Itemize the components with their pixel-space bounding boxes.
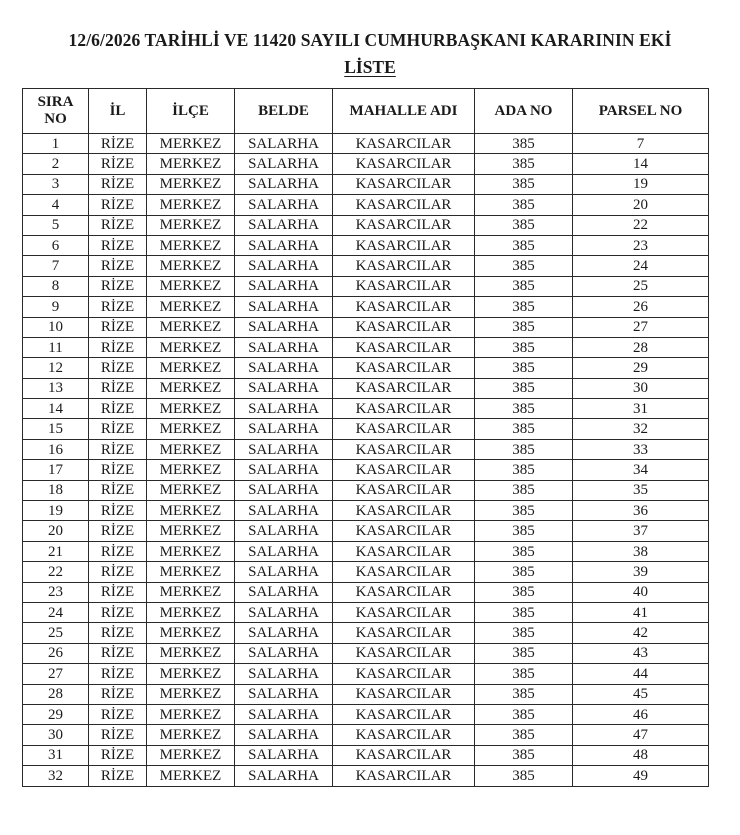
cell-belde: SALARHA [235, 399, 333, 419]
header-ilce: İLÇE [147, 89, 235, 134]
table-row [23, 643, 709, 663]
cell-parsel-no: 42 [573, 623, 709, 643]
cell-ada-no: 385 [475, 725, 573, 745]
cell-belde: SALARHA [235, 602, 333, 622]
cell-sira-no: 5 [23, 215, 89, 235]
cell-belde: SALARHA [235, 521, 333, 541]
cell-belde: SALARHA [235, 684, 333, 704]
cell-sira-no: 22 [23, 562, 89, 582]
cell-il: RİZE [89, 276, 147, 296]
cell-mahalle-adi: KASARCILAR [333, 664, 475, 684]
cell-ilce: MERKEZ [147, 664, 235, 684]
document-title: 12/6/2026 TARİHLİ VE 11420 SAYILI CUMHURBAŞKANI KARARININ EKİ [68, 30, 672, 50]
cell-il: RİZE [89, 745, 147, 765]
cell-ada-no: 385 [475, 664, 573, 684]
cell-belde: SALARHA [235, 297, 333, 317]
cell-belde: SALARHA [235, 704, 333, 724]
cell-il: RİZE [89, 399, 147, 419]
cell-ada-no: 385 [475, 195, 573, 215]
cell-belde: SALARHA [235, 378, 333, 398]
cell-il: RİZE [89, 664, 147, 684]
cell-belde: SALARHA [235, 745, 333, 765]
cell-belde: SALARHA [235, 174, 333, 194]
header-mahalle-adi: MAHALLE ADI [333, 89, 475, 134]
cell-ilce: MERKEZ [147, 501, 235, 521]
cell-sira-no: 1 [23, 134, 89, 154]
cell-parsel-no: 24 [573, 256, 709, 276]
cell-belde: SALARHA [235, 195, 333, 215]
cell-ada-no: 385 [475, 501, 573, 521]
cell-il: RİZE [89, 256, 147, 276]
cell-belde: SALARHA [235, 480, 333, 500]
cell-ada-no: 385 [475, 684, 573, 704]
cell-ada-no: 385 [475, 602, 573, 622]
cell-il: RİZE [89, 602, 147, 622]
cell-il: RİZE [89, 480, 147, 500]
cell-belde: SALARHA [235, 235, 333, 255]
cell-ada-no: 385 [475, 521, 573, 541]
cell-parsel-no: 40 [573, 582, 709, 602]
cell-sira-no: 25 [23, 623, 89, 643]
cell-parsel-no: 30 [573, 378, 709, 398]
cell-il: RİZE [89, 725, 147, 745]
header-belde: BELDE [235, 89, 333, 134]
cell-ada-no: 385 [475, 582, 573, 602]
cell-ada-no: 385 [475, 643, 573, 663]
cell-belde: SALARHA [235, 766, 333, 786]
cell-belde: SALARHA [235, 460, 333, 480]
cell-belde: SALARHA [235, 215, 333, 235]
cell-belde: SALARHA [235, 664, 333, 684]
header-ada-no: ADA NO [475, 89, 573, 134]
cell-ilce: MERKEZ [147, 134, 235, 154]
cell-mahalle-adi: KASARCILAR [333, 419, 475, 439]
cell-ilce: MERKEZ [147, 337, 235, 357]
cell-mahalle-adi: KASARCILAR [333, 276, 475, 296]
cell-parsel-no: 22 [573, 215, 709, 235]
cell-il: RİZE [89, 235, 147, 255]
cell-belde: SALARHA [235, 725, 333, 745]
cell-il: RİZE [89, 419, 147, 439]
table-header-row [23, 89, 709, 134]
cell-ada-no: 385 [475, 541, 573, 561]
cell-mahalle-adi: KASARCILAR [333, 297, 475, 317]
table-row [23, 766, 709, 786]
table-row [23, 501, 709, 521]
cell-mahalle-adi: KASARCILAR [333, 195, 475, 215]
cell-il: RİZE [89, 521, 147, 541]
cell-ada-no: 385 [475, 337, 573, 357]
cell-ilce: MERKEZ [147, 317, 235, 337]
cell-parsel-no: 29 [573, 358, 709, 378]
cell-il: RİZE [89, 317, 147, 337]
cell-belde: SALARHA [235, 582, 333, 602]
cell-belde: SALARHA [235, 562, 333, 582]
cell-ilce: MERKEZ [147, 562, 235, 582]
cell-sira-no: 7 [23, 256, 89, 276]
cell-parsel-no: 23 [573, 235, 709, 255]
cell-ada-no: 385 [475, 358, 573, 378]
cell-ilce: MERKEZ [147, 521, 235, 541]
cell-mahalle-adi: KASARCILAR [333, 337, 475, 357]
document-subtitle [0, 57, 740, 78]
cell-ada-no: 385 [475, 256, 573, 276]
cell-ada-no: 385 [475, 154, 573, 174]
cell-il: RİZE [89, 154, 147, 174]
cell-belde: SALARHA [235, 623, 333, 643]
cell-il: RİZE [89, 439, 147, 459]
table-row [23, 154, 709, 174]
cell-sira-no: 30 [23, 725, 89, 745]
header-parsel-no: PARSEL NO [573, 89, 709, 134]
cell-sira-no: 9 [23, 297, 89, 317]
cell-ilce: MERKEZ [147, 725, 235, 745]
cell-ilce: MERKEZ [147, 297, 235, 317]
cell-sira-no: 26 [23, 643, 89, 663]
cell-ada-no: 385 [475, 235, 573, 255]
cell-il: RİZE [89, 684, 147, 704]
header-sira-line2: NO [44, 111, 67, 127]
subtitle-text: LİSTE [344, 57, 396, 77]
cell-parsel-no: 44 [573, 664, 709, 684]
cell-sira-no: 18 [23, 480, 89, 500]
cell-ilce: MERKEZ [147, 541, 235, 561]
cell-parsel-no: 35 [573, 480, 709, 500]
cell-mahalle-adi: KASARCILAR [333, 358, 475, 378]
cell-parsel-no: 33 [573, 439, 709, 459]
cell-parsel-no: 20 [573, 195, 709, 215]
cell-mahalle-adi: KASARCILAR [333, 582, 475, 602]
cell-mahalle-adi: KASARCILAR [333, 154, 475, 174]
cell-parsel-no: 45 [573, 684, 709, 704]
cell-sira-no: 27 [23, 664, 89, 684]
cell-parsel-no: 14 [573, 154, 709, 174]
table-row [23, 602, 709, 622]
cell-mahalle-adi: KASARCILAR [333, 541, 475, 561]
cell-il: RİZE [89, 582, 147, 602]
cell-ilce: MERKEZ [147, 439, 235, 459]
cell-ada-no: 385 [475, 215, 573, 235]
cell-ilce: MERKEZ [147, 480, 235, 500]
cell-parsel-no: 7 [573, 134, 709, 154]
cell-ada-no: 385 [475, 419, 573, 439]
cell-ilce: MERKEZ [147, 643, 235, 663]
cell-sira-no: 8 [23, 276, 89, 296]
table-row [23, 174, 709, 194]
header-sira-no [23, 89, 89, 134]
cell-mahalle-adi: KASARCILAR [333, 235, 475, 255]
cell-mahalle-adi: KASARCILAR [333, 399, 475, 419]
cell-ada-no: 385 [475, 480, 573, 500]
cell-parsel-no: 43 [573, 643, 709, 663]
cell-ilce: MERKEZ [147, 602, 235, 622]
cell-ilce: MERKEZ [147, 174, 235, 194]
table-row [23, 378, 709, 398]
cell-mahalle-adi: KASARCILAR [333, 378, 475, 398]
cell-sira-no: 10 [23, 317, 89, 337]
cell-belde: SALARHA [235, 358, 333, 378]
table-row [23, 664, 709, 684]
cell-ada-no: 385 [475, 134, 573, 154]
cell-ilce: MERKEZ [147, 745, 235, 765]
cell-ada-no: 385 [475, 317, 573, 337]
cell-parsel-no: 36 [573, 501, 709, 521]
cell-mahalle-adi: KASARCILAR [333, 684, 475, 704]
cell-parsel-no: 49 [573, 766, 709, 786]
cell-sira-no: 12 [23, 358, 89, 378]
cell-parsel-no: 32 [573, 419, 709, 439]
cell-il: RİZE [89, 562, 147, 582]
cell-mahalle-adi: KASARCILAR [333, 725, 475, 745]
cell-belde: SALARHA [235, 154, 333, 174]
cell-ada-no: 385 [475, 439, 573, 459]
cell-ilce: MERKEZ [147, 766, 235, 786]
cell-parsel-no: 48 [573, 745, 709, 765]
cell-ada-no: 385 [475, 399, 573, 419]
cell-parsel-no: 19 [573, 174, 709, 194]
cell-belde: SALARHA [235, 256, 333, 276]
table-row [23, 704, 709, 724]
cell-sira-no: 15 [23, 419, 89, 439]
cell-sira-no: 24 [23, 602, 89, 622]
cell-belde: SALARHA [235, 541, 333, 561]
cell-sira-no: 13 [23, 378, 89, 398]
cell-il: RİZE [89, 195, 147, 215]
cell-parsel-no: 34 [573, 460, 709, 480]
cell-belde: SALARHA [235, 317, 333, 337]
cell-mahalle-adi: KASARCILAR [333, 256, 475, 276]
cell-mahalle-adi: KASARCILAR [333, 174, 475, 194]
cell-ada-no: 385 [475, 623, 573, 643]
table-row [23, 541, 709, 561]
cell-parsel-no: 31 [573, 399, 709, 419]
cell-ada-no: 385 [475, 745, 573, 765]
table-row [23, 276, 709, 296]
cell-il: RİZE [89, 643, 147, 663]
table-row [23, 745, 709, 765]
cell-ada-no: 385 [475, 704, 573, 724]
cell-mahalle-adi: KASARCILAR [333, 317, 475, 337]
table-row [23, 725, 709, 745]
cell-belde: SALARHA [235, 643, 333, 663]
cell-parsel-no: 28 [573, 337, 709, 357]
cell-il: RİZE [89, 541, 147, 561]
header-il: İL [89, 89, 147, 134]
cell-parsel-no: 41 [573, 602, 709, 622]
cell-sira-no: 16 [23, 439, 89, 459]
cell-belde: SALARHA [235, 419, 333, 439]
cell-sira-no: 28 [23, 684, 89, 704]
cell-sira-no: 17 [23, 460, 89, 480]
table-row [23, 215, 709, 235]
cell-ilce: MERKEZ [147, 276, 235, 296]
table-body [23, 134, 709, 787]
cell-sira-no: 31 [23, 745, 89, 765]
cell-il: RİZE [89, 378, 147, 398]
cell-sira-no: 21 [23, 541, 89, 561]
cell-il: RİZE [89, 460, 147, 480]
cell-mahalle-adi: KASARCILAR [333, 562, 475, 582]
table-row [23, 317, 709, 337]
table-row [23, 235, 709, 255]
table-row [23, 399, 709, 419]
cell-mahalle-adi: KASARCILAR [333, 766, 475, 786]
table-row [23, 256, 709, 276]
cell-ilce: MERKEZ [147, 358, 235, 378]
table-row [23, 623, 709, 643]
table-row [23, 521, 709, 541]
cell-parsel-no: 47 [573, 725, 709, 745]
header-sira-line1: SIRA [37, 94, 74, 110]
cell-sira-no: 11 [23, 337, 89, 357]
cell-il: RİZE [89, 766, 147, 786]
cell-ilce: MERKEZ [147, 154, 235, 174]
cell-ilce: MERKEZ [147, 704, 235, 724]
cell-ada-no: 385 [475, 276, 573, 296]
cell-sira-no: 4 [23, 195, 89, 215]
cell-parsel-no: 37 [573, 521, 709, 541]
table-row [23, 684, 709, 704]
cell-ada-no: 385 [475, 174, 573, 194]
cell-ada-no: 385 [475, 562, 573, 582]
cell-ilce: MERKEZ [147, 215, 235, 235]
table-row [23, 562, 709, 582]
cell-il: RİZE [89, 337, 147, 357]
cell-mahalle-adi: KASARCILAR [333, 501, 475, 521]
cell-mahalle-adi: KASARCILAR [333, 480, 475, 500]
cell-parsel-no: 25 [573, 276, 709, 296]
table-row [23, 419, 709, 439]
cell-mahalle-adi: KASARCILAR [333, 439, 475, 459]
cell-belde: SALARHA [235, 501, 333, 521]
cell-ilce: MERKEZ [147, 623, 235, 643]
cell-ilce: MERKEZ [147, 195, 235, 215]
cell-ada-no: 385 [475, 460, 573, 480]
cell-ada-no: 385 [475, 378, 573, 398]
table-row [23, 358, 709, 378]
cell-mahalle-adi: KASARCILAR [333, 460, 475, 480]
cell-ilce: MERKEZ [147, 460, 235, 480]
cell-sira-no: 2 [23, 154, 89, 174]
cell-il: RİZE [89, 297, 147, 317]
table-row [23, 439, 709, 459]
table-row [23, 134, 709, 154]
cell-sira-no: 14 [23, 399, 89, 419]
table-row [23, 195, 709, 215]
cell-ilce: MERKEZ [147, 378, 235, 398]
cell-il: RİZE [89, 134, 147, 154]
cell-belde: SALARHA [235, 439, 333, 459]
cell-sira-no: 32 [23, 766, 89, 786]
cell-il: RİZE [89, 501, 147, 521]
table-row [23, 582, 709, 602]
cell-il: RİZE [89, 358, 147, 378]
cell-mahalle-adi: KASARCILAR [333, 134, 475, 154]
cell-sira-no: 29 [23, 704, 89, 724]
cell-ilce: MERKEZ [147, 684, 235, 704]
cell-mahalle-adi: KASARCILAR [333, 643, 475, 663]
cell-mahalle-adi: KASARCILAR [333, 704, 475, 724]
cell-parsel-no: 39 [573, 562, 709, 582]
cell-mahalle-adi: KASARCILAR [333, 745, 475, 765]
cell-parsel-no: 27 [573, 317, 709, 337]
cell-il: RİZE [89, 704, 147, 724]
table-row [23, 337, 709, 357]
cell-belde: SALARHA [235, 134, 333, 154]
cell-mahalle-adi: KASARCILAR [333, 215, 475, 235]
cell-mahalle-adi: KASARCILAR [333, 623, 475, 643]
cell-ilce: MERKEZ [147, 399, 235, 419]
cell-il: RİZE [89, 623, 147, 643]
cell-parsel-no: 38 [573, 541, 709, 561]
table-row [23, 480, 709, 500]
cell-il: RİZE [89, 174, 147, 194]
cell-ilce: MERKEZ [147, 582, 235, 602]
cell-mahalle-adi: KASARCILAR [333, 602, 475, 622]
parcel-table [22, 88, 709, 787]
cell-belde: SALARHA [235, 276, 333, 296]
cell-sira-no: 20 [23, 521, 89, 541]
cell-parsel-no: 46 [573, 704, 709, 724]
cell-sira-no: 19 [23, 501, 89, 521]
cell-mahalle-adi: KASARCILAR [333, 521, 475, 541]
cell-ilce: MERKEZ [147, 235, 235, 255]
cell-ada-no: 385 [475, 297, 573, 317]
cell-belde: SALARHA [235, 337, 333, 357]
cell-ilce: MERKEZ [147, 256, 235, 276]
table-row [23, 460, 709, 480]
cell-ilce: MERKEZ [147, 419, 235, 439]
cell-il: RİZE [89, 215, 147, 235]
table-row [23, 297, 709, 317]
cell-parsel-no: 26 [573, 297, 709, 317]
cell-sira-no: 6 [23, 235, 89, 255]
cell-sira-no: 3 [23, 174, 89, 194]
cell-ada-no: 385 [475, 766, 573, 786]
cell-sira-no: 23 [23, 582, 89, 602]
